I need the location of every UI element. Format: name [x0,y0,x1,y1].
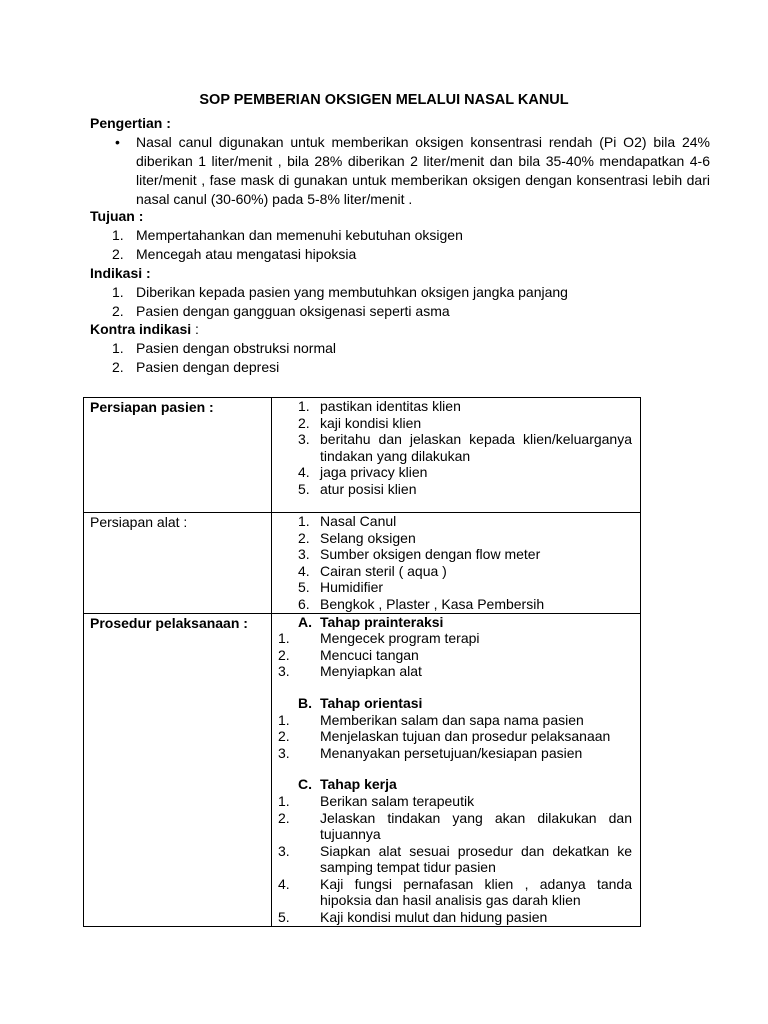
pengertian-text: Nasal canul digunakan untuk memberikan oksigen konsentrasi rendah (Pi O2) bila 24% diberikan 1 liter/menit , bila 28% diberikan 2 liter/menit dan bila 35-40% mendapatkan 4-6 liter/menit , fase mask di gunakan untuk memberikan oksigen dengan konsentrasi lebih dari nasal canul (30-60%) pada 5-8% liter/menit . [136,134,710,207]
list-item-text: Mempertahankan dan memenuhi kebutuhan oksigen [136,227,463,243]
list-item: 3. Siapkan alat sesuai prosedur dan dekatkan ke samping tempat tidur pasien [278,842,632,876]
list-item: 1. pastikan identitas klien [298,398,461,414]
table-cell-content [272,613,641,926]
list-item-text: Memberikan salam dan sapa nama pasien [320,711,584,728]
list-item: 3. Menanyakan persetujuan/kesiapan pasien [278,744,583,761]
document-title: SOP PEMBERIAN OKSIGEN MELALUI NASAL KANUL [199,92,569,108]
list-item-text: beritahu dan jelaskan kepada klien/keluarganya tindakan yang dilakukan [320,431,632,464]
list-item: 1. Nasal Canul [298,513,397,529]
stage-mark: A. [298,613,312,630]
persiapan-alat-label: Persiapan alat : [90,514,188,530]
pengertian-bullet [90,133,710,209]
persiapan-pasien-label: Persiapan pasien : [90,399,214,415]
table-cell-label [84,398,272,513]
table-row-persiapan-alat [84,513,641,614]
list-item-text: Siapkan alat sesuai prosedur dan dekatkan ke samping tempat tidur pasien [320,842,632,876]
list-item: 3. beritahu dan jelaskan kepada klien/keluarganya tindakan yang dilakukan [298,431,632,464]
stage-title: Tahap kerja [320,776,397,793]
spacer [272,761,632,776]
list-item: 1. Pasien dengan obstruksi normal [90,339,710,358]
kontra-heading: Kontra indikasi [90,321,192,337]
list-item-text: Diberikan kepada pasien yang membutuhkan oksigen jangka panjang [136,284,568,300]
list-item: 2. Jelaskan tindakan yang akan dilakukan dan tujuannya [278,809,632,843]
list-item-text: Mencegah atau mengatasi hipoksia [136,246,357,262]
list-item-text: Berikan salam terapeutik [320,792,475,809]
table-cell-label [84,613,272,926]
list-item-text: Kaji kondisi mulut dan hidung pasien [320,909,548,926]
list-item-text: Bengkok , Plaster , Kasa Pembersih [320,595,545,612]
table-cell-content [272,398,641,513]
list-item-text: Jelaskan tindakan yang akan dilakukan dan tujuannya [320,809,632,843]
list-item-text: Mencuci tangan [320,646,419,663]
list-item: 1. Memberikan salam dan sapa nama pasien [278,711,584,728]
list-item-text: Pasien dengan gangguan oksigenasi seperti asma [136,303,450,319]
list-item-text: atur posisi klien [320,480,417,497]
list-item: 5. atur posisi klien [298,480,417,497]
list-item: 4. Cairan steril ( aqua ) [298,562,447,579]
section-pengertian [90,114,710,209]
table-row-persiapan-pasien [84,398,641,513]
stage-heading [272,614,632,631]
list-item: 4. jaga privacy klien [298,464,428,481]
list-item: 4. Kaji fungsi pernafasan klien , adanya tanda hipoksia dan hasil analisis gas darah klien [278,875,632,909]
list-item: 2. Mencegah atau mengatasi hipoksia [90,245,710,264]
stage-title: Tahap orientasi [320,694,423,711]
list-item: 2. Pasien dengan gangguan oksigenasi seperti asma [90,302,710,321]
bullet-icon: • [115,134,120,150]
list-item-text: Kaji fungsi pernafasan klien , adanya tanda hipoksia dan hasil analisis gas darah klien [320,875,632,909]
list-item: 2. Menjelaskan tujuan dan prosedur pelaksanaan [278,728,611,745]
list-item-text: Pasien dengan obstruksi normal [136,340,337,356]
list-item-text: Humidifier [320,579,384,596]
list-item-text: Nasal Canul [320,513,397,529]
list-item-text: kaji kondisi klien [320,414,422,431]
list-item: 3. Menyiapkan alat [278,663,422,680]
list-item-text: Pasien dengan depresi [136,359,280,375]
stage-heading [272,776,632,793]
list-item: 1. Diberikan kepada pasien yang membutuhkan oksigen jangka panjang [90,283,710,302]
table-row-prosedur [84,613,641,926]
list-item-text: Sumber oksigen dengan flow meter [320,546,541,563]
list-item-text: pastikan identitas klien [320,398,461,414]
table-cell-content [272,513,641,614]
prosedur-label: Prosedur pelaksanaan : [90,614,248,631]
list-item: 1. Mengecek program terapi [278,630,480,647]
list-item: 2. kaji kondisi klien [298,414,422,431]
section-tujuan [90,207,710,264]
kontra-colon: : [191,321,199,337]
list-item: 2. Selang oksigen [298,529,416,546]
list-item-text: jaga privacy klien [320,464,428,481]
stage-heading [272,695,632,712]
list-item-text: Selang oksigen [320,529,416,546]
list-item: 1. Berikan salam terapeutik [278,792,475,809]
section-indikasi [90,264,710,321]
spacer [272,680,632,695]
list-item: 5. Kaji kondisi mulut dan hidung pasien [278,909,548,926]
sop-table [83,397,641,927]
list-item: 1. Mempertahankan dan memenuhi kebutuhan oksigen [90,226,710,245]
kontra-heading-line [90,320,710,339]
section-kontra-indikasi [90,320,710,377]
list-item: 5. Humidifier [298,579,384,596]
stage-mark: C. [298,776,312,793]
pengertian-heading: Pengertian : [90,115,171,131]
list-item-text: Menanyakan persetujuan/kesiapan pasien [320,744,583,761]
tujuan-heading: Tujuan : [90,208,144,224]
indikasi-heading: Indikasi : [90,265,151,281]
list-item: 2. Pasien dengan depresi [90,358,710,377]
table-cell-label [84,513,272,614]
list-item-text: Menyiapkan alat [320,663,422,680]
list-item-text: Mengecek program terapi [320,630,480,647]
list-item-text: Menjelaskan tujuan dan prosedur pelaksanaan [320,728,611,745]
list-item: 3. Sumber oksigen dengan flow meter [298,546,541,563]
stage-title: Tahap prainteraksi [320,613,444,630]
list-item: 6. Bengkok , Plaster , Kasa Pembersih [298,595,545,612]
list-item: 2. Mencuci tangan [278,646,419,663]
list-item-text: Cairan steril ( aqua ) [320,562,447,579]
stage-mark: B. [298,694,312,711]
